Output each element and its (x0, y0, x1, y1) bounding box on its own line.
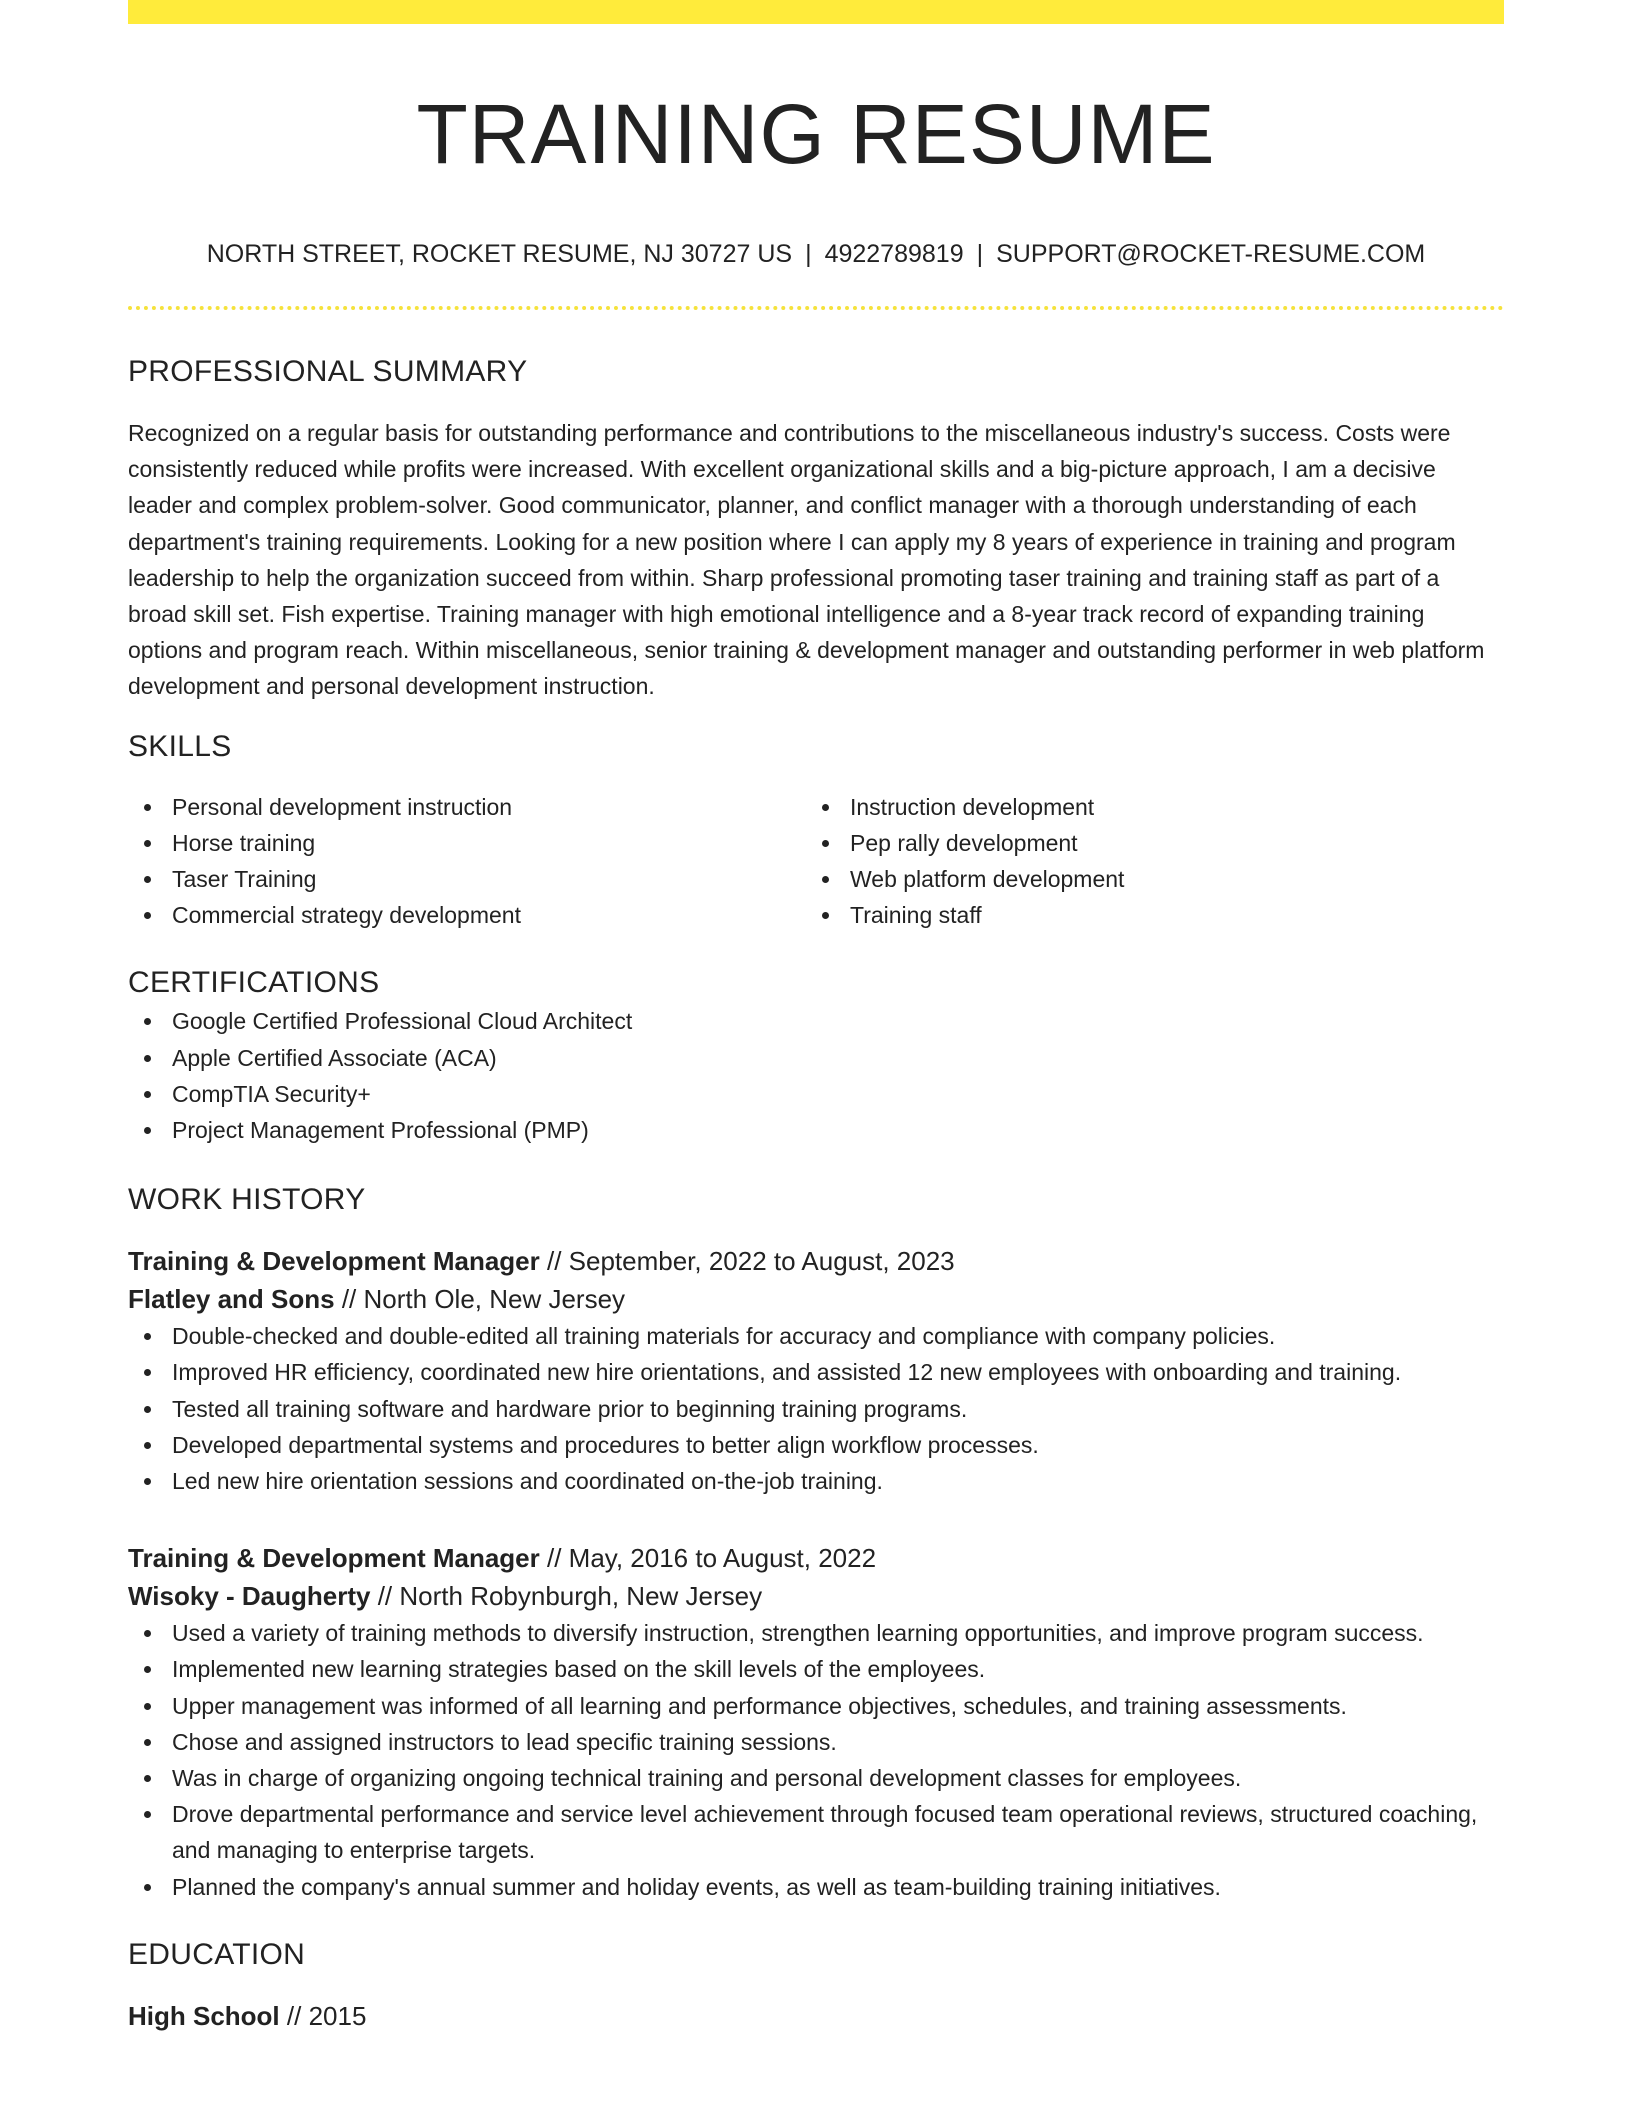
education-separator: // (279, 2000, 309, 2031)
contact-phone: 4922789819 (824, 240, 964, 268)
certifications-heading: CERTIFICATIONS (128, 966, 380, 1000)
skill-item-text: Horse training (172, 829, 316, 856)
skills-grid (128, 789, 1504, 934)
job-duty-item-text: Improved HR efficiency, coordinated new hire orientations, and assisted 12 new employees with onboarding and training. (172, 1359, 1402, 1386)
contact-email: SUPPORT@ROCKET-RESUME.COM (996, 240, 1426, 268)
skill-item (128, 861, 806, 897)
job-separator: // (539, 1246, 569, 1277)
job-duty-item-text: Double-checked and double-edited all training materials for accuracy and compliance with company policies. (172, 1323, 1276, 1350)
skill-item (806, 861, 1484, 897)
contact-separator: | (976, 240, 984, 268)
skill-item (806, 825, 1484, 861)
certification-item (128, 1076, 1504, 1112)
job-duty-item (128, 1724, 1504, 1760)
job-duty-item (128, 1651, 1504, 1687)
work-history-heading: WORK HISTORY (128, 1183, 366, 1217)
skill-item-text: Instruction development (850, 793, 1095, 820)
contact-separator: | (805, 240, 812, 268)
job-company-line (128, 1280, 1504, 1318)
skill-item-text: Personal development instruction (172, 793, 513, 820)
job-entry (128, 1539, 1504, 1905)
job-duty-item-text: Upper management was informed of all learning and performance objectives, schedules, and training assessments. (172, 1692, 1347, 1719)
skill-item (128, 825, 806, 861)
education-entry (128, 1997, 1504, 2035)
bullet-dot-icon (144, 1739, 151, 1746)
skills-heading: SKILLS (128, 729, 232, 763)
job-title-line (128, 1539, 1504, 1577)
education-heading: EDUCATION (128, 1937, 306, 1971)
skill-item (806, 897, 1484, 933)
certification-item-text: Google Certified Professional Cloud Architect (172, 1008, 633, 1035)
job-duty-item (128, 1760, 1504, 1796)
summary-heading: PROFESSIONAL SUMMARY (128, 355, 528, 388)
job-duty-item (128, 1796, 1504, 1868)
certifications-list (128, 1003, 1504, 1148)
job-separator: // (334, 1284, 364, 1315)
job-duties-list (128, 1615, 1504, 1905)
bullet-dot-icon (144, 1666, 151, 1673)
skill-item-text: Training staff (850, 902, 982, 929)
bullet-dot-icon (144, 912, 151, 919)
bullet-dot-icon (144, 1333, 151, 1340)
contact-line (128, 236, 1504, 272)
job-dates: May, 2016 to August, 2022 (568, 1543, 877, 1574)
summary-text: Recognized on a regular basis for outstanding performance and contributions to the miscellaneous industry's success. Costs were consistently reduced while profits were increased. With excellent organizational skills and a big-picture approach, I am a decisive leader and complex problem-solver. Good communicator, planner, and conflict manager with a thorough understanding of each department's training requirements. Looking for a new position where I can apply my 8 years of experience in training and program leadership to help the organization succeed from within. Sharp professional promoting taser training and training staff as part of a broad skill set. Fish expertise. Training manager with high emotional intelligence and a 8-year track record of expanding training options and program reach. Within miscellaneous, senior training & development manager and outstanding performer in web platform development and personal development instruction. (128, 420, 1485, 700)
job-duty-item-text: Developed departmental systems and procedures to better align workflow processes. (172, 1431, 1039, 1458)
bullet-dot-icon (144, 1127, 151, 1134)
job-company: Wisoky - Daugherty (128, 1581, 371, 1612)
job-separator: // (539, 1543, 569, 1574)
bullet-dot-icon (822, 912, 829, 919)
bullet-dot-icon (144, 1091, 151, 1098)
job-title-line (128, 1242, 1504, 1280)
job-duty-item-text: Drove departmental performance and service level achievement through focused team operational reviews, structured coaching, and managing to enterprise targets. (172, 1801, 1478, 1864)
bullet-dot-icon (144, 1369, 151, 1376)
job-duty-item-text: Used a variety of training methods to diversify instruction, strengthen learning opportunities, and improve program success. (172, 1620, 1424, 1647)
bullet-dot-icon (144, 1442, 151, 1449)
job-company-line (128, 1577, 1504, 1615)
skills-list-left (128, 789, 806, 934)
bullet-dot-icon (144, 1703, 151, 1710)
bullet-dot-icon (144, 840, 151, 847)
job-duties-list (128, 1318, 1504, 1499)
job-company: Flatley and Sons (128, 1284, 335, 1315)
skill-item-text: Web platform development (850, 866, 1125, 893)
certification-item-text: Apple Certified Associate (ACA) (172, 1044, 497, 1071)
accent-bar (128, 0, 1504, 24)
bullet-dot-icon (144, 804, 151, 811)
job-duty-item (128, 1688, 1504, 1724)
bullet-dot-icon (822, 840, 829, 847)
job-title: Training & Development Manager (128, 1543, 540, 1574)
bullet-dot-icon (144, 1018, 151, 1025)
job-duty-item (128, 1318, 1504, 1354)
job-duty-item (128, 1869, 1504, 1905)
certification-item (128, 1003, 1504, 1039)
certification-item (128, 1112, 1504, 1148)
job-location: North Robynburgh, New Jersey (399, 1581, 763, 1612)
job-duty-item (128, 1354, 1504, 1390)
bullet-dot-icon (144, 1630, 151, 1637)
certification-item (128, 1040, 1504, 1076)
skill-item (806, 789, 1484, 825)
job-duty-item-text: Tested all training software and hardware prior to beginning training programs. (172, 1395, 968, 1422)
job-entry (128, 1242, 1504, 1499)
job-duty-item (128, 1427, 1504, 1463)
bullet-dot-icon (144, 1406, 151, 1413)
skill-item-text: Commercial strategy development (172, 902, 521, 929)
certification-item-text: CompTIA Security+ (172, 1080, 371, 1107)
bullet-dot-icon (144, 1055, 151, 1062)
bullet-dot-icon (144, 1811, 151, 1818)
skill-item (128, 897, 806, 933)
education-year: 2015 (308, 2000, 367, 2031)
certification-item-text: Project Management Professional (PMP) (172, 1117, 589, 1144)
job-separator: // (370, 1581, 400, 1612)
education-school: High School (128, 2000, 280, 2031)
skill-item-text: Taser Training (172, 866, 317, 893)
bullet-dot-icon (144, 1478, 151, 1485)
bullet-dot-icon (144, 876, 151, 883)
bullet-dot-icon (822, 876, 829, 883)
job-duty-item-text: Implemented new learning strategies based on the skill levels of the employees. (172, 1656, 986, 1683)
job-duty-item (128, 1615, 1504, 1651)
header-divider (128, 306, 1504, 310)
job-duty-item (128, 1391, 1504, 1427)
skill-item-text: Pep rally development (850, 829, 1078, 856)
skills-list-right (806, 789, 1484, 934)
bullet-dot-icon (822, 804, 829, 811)
job-title: Training & Development Manager (128, 1246, 540, 1277)
job-location: North Ole, New Jersey (363, 1284, 626, 1315)
job-duty-item-text: Planned the company's annual summer and holiday events, as well as team-building training initiatives. (172, 1873, 1221, 1900)
job-duty-item-text: Chose and assigned instructors to lead specific training sessions. (172, 1728, 837, 1755)
job-duty-item (128, 1463, 1504, 1499)
job-duty-item-text: Led new hire orientation sessions and coordinated on-the-job training. (172, 1468, 883, 1495)
bullet-dot-icon (144, 1775, 151, 1782)
contact-address: NORTH STREET, ROCKET RESUME, NJ 30727 US (206, 240, 793, 268)
resume-title: TRAINING RESUME (416, 87, 1216, 181)
job-dates: September, 2022 to August, 2023 (568, 1246, 955, 1277)
skill-item (128, 789, 806, 825)
resume-page (128, 0, 1504, 2035)
job-duty-item-text: Was in charge of organizing ongoing technical training and personal development classes for employees. (172, 1765, 1242, 1792)
bullet-dot-icon (144, 1884, 151, 1891)
